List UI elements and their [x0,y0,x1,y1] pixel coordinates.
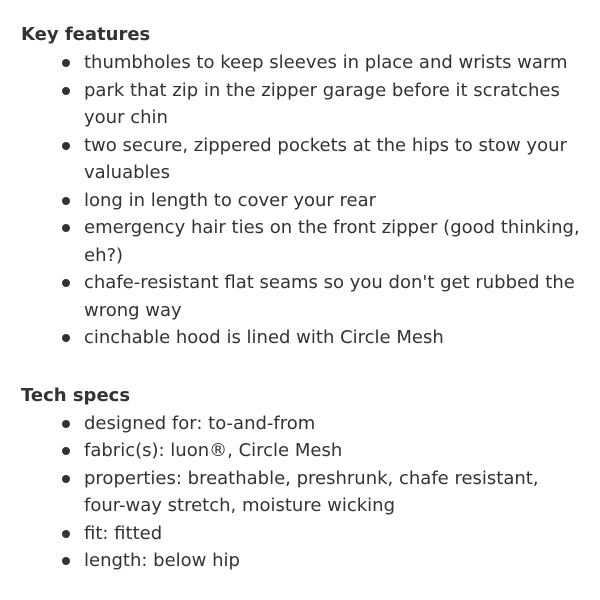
key-feature-item: cinchable hood is lined with Circle Mesh [84,324,580,352]
tech-spec-item: properties: breathable, preshrunk, chafe resistant, four-way stretch, moisture wicking [84,465,580,520]
tech-spec-item: length: below hip [84,547,580,575]
key-features-heading: Key features [21,24,151,45]
tech-spec-item: designed for: to-and-from [84,410,580,438]
key-feature-item: park that zip in the zipper garage before it scratches your chin [84,77,580,132]
tech-spec-item: fit: fitted [84,520,580,548]
tech-specs-list [21,410,600,575]
tech-specs-section [21,382,600,575]
tech-spec-item: fabric(s): luon®, Circle Mesh [84,437,580,465]
key-features-list [21,49,600,352]
key-feature-item: long in length to cover your rear [84,187,580,215]
key-feature-item: emergency hair ties on the front zipper (good thinking, eh?) [84,214,580,269]
key-features-section [21,21,600,352]
key-feature-item: thumbholes to keep sleeves in place and wrists warm [84,49,580,77]
key-feature-item: chafe-resistant flat seams so you don't get rubbed the wrong way [84,269,580,324]
tech-specs-heading: Tech specs [21,384,131,406]
key-feature-item: two secure, zippered pockets at the hips to stow your valuables [84,132,580,187]
